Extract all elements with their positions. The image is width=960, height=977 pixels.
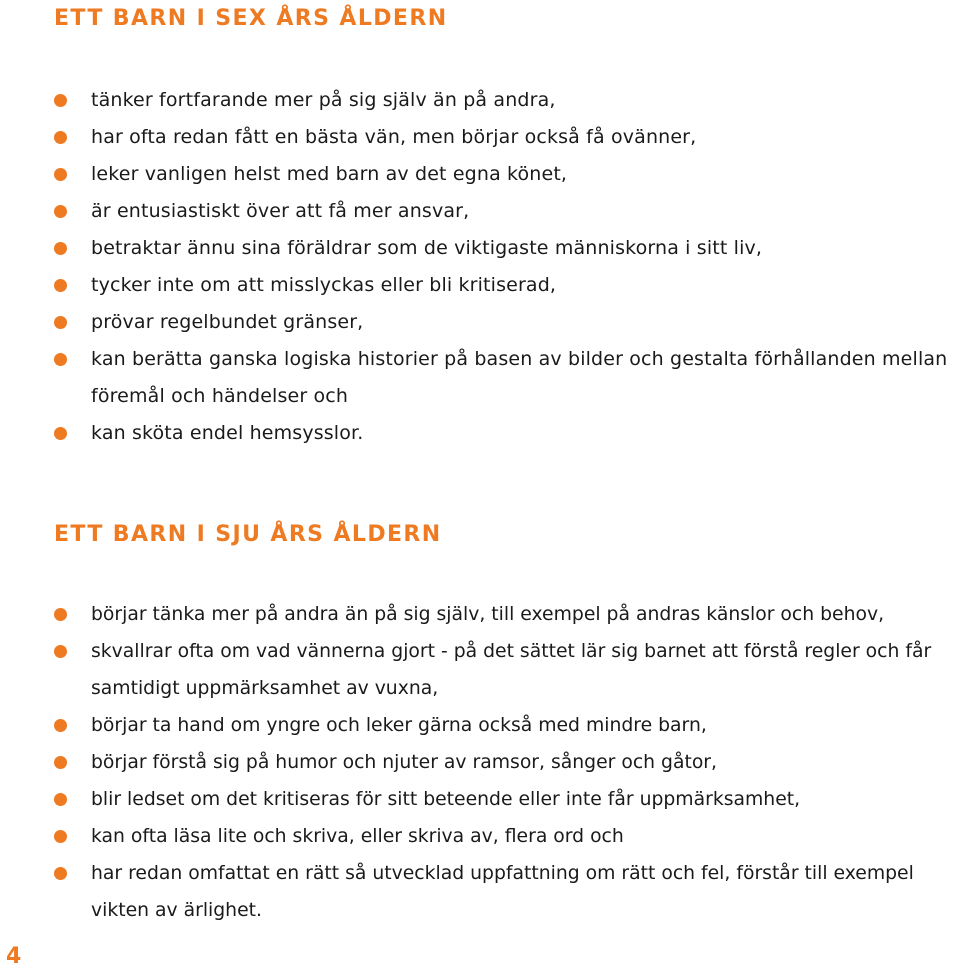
section-heading: ETT BARN I SJU ÅRS ÅLDERN bbox=[54, 522, 442, 547]
list-item bbox=[54, 341, 960, 415]
bullet-icon bbox=[54, 793, 67, 806]
bullet-icon bbox=[54, 719, 67, 732]
list-item bbox=[54, 304, 960, 341]
list-item-text: kan sköta endel hemsysslor. bbox=[91, 422, 364, 444]
list-item-text: blir ledset om det kritiseras för sitt beteende eller inte får uppmärksamhet, bbox=[91, 789, 801, 810]
list-item bbox=[54, 119, 960, 156]
list-item bbox=[54, 596, 960, 633]
bullet-icon bbox=[54, 279, 67, 292]
list-item-text: kan ofta läsa lite och skriva, eller skriva av, flera ord och bbox=[91, 826, 624, 847]
bullet-icon bbox=[54, 168, 67, 181]
list-item-text: börjar ta hand om yngre och leker gärna också med mindre barn, bbox=[91, 715, 707, 736]
list-item-text: leker vanligen helst med barn av det egna könet, bbox=[91, 163, 568, 185]
bullet-icon bbox=[54, 427, 67, 440]
list-item bbox=[54, 82, 960, 119]
list-item bbox=[54, 707, 960, 744]
list-item-text: prövar regelbundet gränser, bbox=[91, 311, 364, 333]
list-item-text: tänker fortfarande mer på sig själv än på andra, bbox=[91, 89, 556, 111]
bullet-icon bbox=[54, 316, 67, 329]
list-item-text: kan berätta ganska logiska historier på basen av bilder och gestalta förhållanden mellan föremål och händelser och bbox=[91, 348, 948, 407]
list-item bbox=[54, 818, 960, 855]
section-heading: ETT BARN I SEX ÅRS ÅLDERN bbox=[54, 6, 448, 31]
bullet-icon bbox=[54, 94, 67, 107]
list-item bbox=[54, 415, 960, 452]
list-item bbox=[54, 230, 960, 267]
bullet-icon bbox=[54, 645, 67, 658]
list-item bbox=[54, 781, 960, 818]
list-item bbox=[54, 193, 960, 230]
page-number: 4 bbox=[6, 944, 22, 969]
bullet-icon bbox=[54, 205, 67, 218]
bullet-icon bbox=[54, 131, 67, 144]
section-six-year-old bbox=[54, 6, 960, 452]
bullet-icon bbox=[54, 830, 67, 843]
list-item bbox=[54, 633, 960, 707]
section-seven-year-old bbox=[54, 522, 960, 929]
bullet-icon bbox=[54, 353, 67, 366]
list-item-text: börjar förstå sig på humor och njuter av ramsor, sånger och gåtor, bbox=[91, 752, 717, 773]
bullet-list bbox=[54, 596, 960, 929]
list-item-text: betraktar ännu sina föräldrar som de viktigaste människorna i sitt liv, bbox=[91, 237, 763, 259]
list-item-text: skvallrar ofta om vad vännerna gjort - på det sättet lär sig barnet att förstå regler och får samtidigt uppmärksamhet av vuxna, bbox=[91, 641, 932, 699]
list-item bbox=[54, 267, 960, 304]
bullet-icon bbox=[54, 867, 67, 880]
list-item bbox=[54, 744, 960, 781]
bullet-icon bbox=[54, 242, 67, 255]
list-item-text: har ofta redan fått en bästa vän, men börjar också få ovänner, bbox=[91, 126, 697, 148]
list-item-text: är entusiastiskt över att få mer ansvar, bbox=[91, 200, 470, 222]
list-item-text: har redan omfattat en rätt så utvecklad uppfattning om rätt och fel, förstår till exempel vikten av ärlighet. bbox=[91, 863, 914, 921]
bullet-icon bbox=[54, 756, 67, 769]
list-item-text: börjar tänka mer på andra än på sig själv, till exempel på andras känslor och behov, bbox=[91, 604, 885, 625]
list-item-text: tycker inte om att misslyckas eller bli kritiserad, bbox=[91, 274, 557, 296]
list-item bbox=[54, 855, 960, 929]
bullet-icon bbox=[54, 608, 67, 621]
list-item bbox=[54, 156, 960, 193]
bullet-list bbox=[54, 82, 960, 452]
